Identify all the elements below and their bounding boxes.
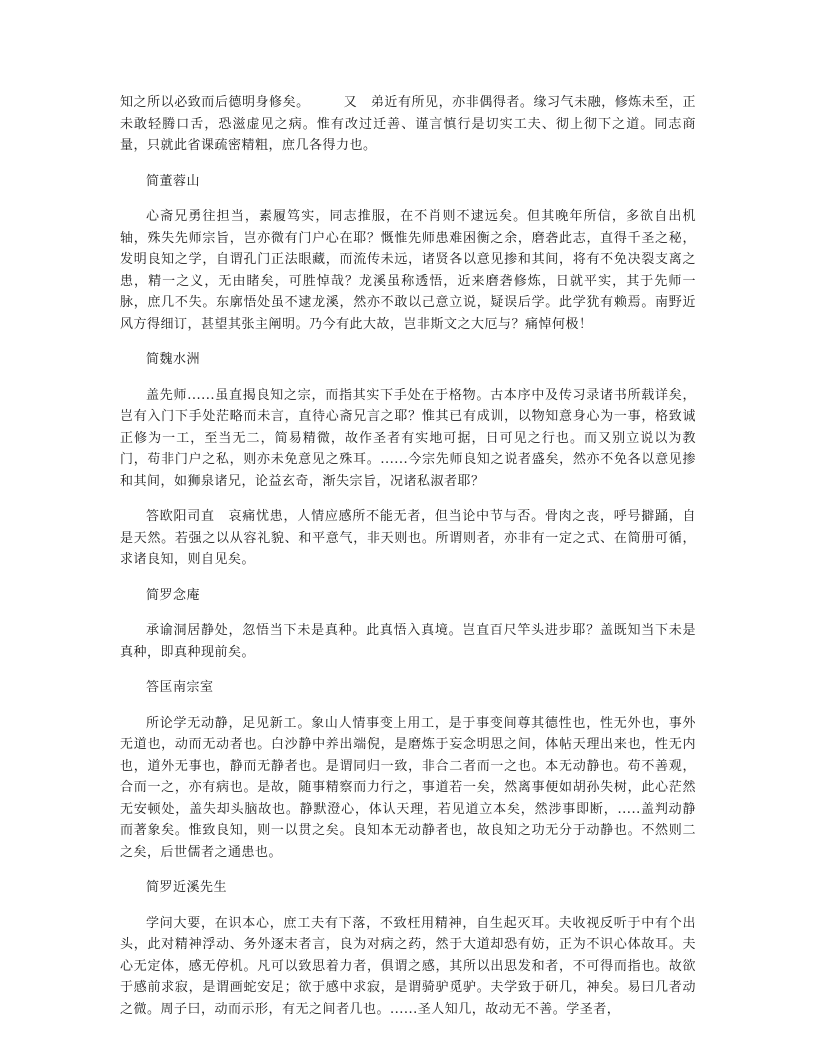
section-heading-1: 简董蓉山 [146, 173, 201, 189]
intro-paragraph [120, 92, 696, 157]
intro-part2: 又 弟近有所见，亦非偶得者。缘习气未融，修炼未至，正未敢轻腾口舌，恐滋虚见之病。惟有改过迁善、谨言慎行是切实工夫、彻上彻下之道。同志商量，只就此省课疏密精粗，庶几各得力也。 [120, 95, 696, 153]
intro-part1: 知之所以必致而后德明身修矣。 [120, 95, 310, 110]
section-2-paragraph-2: 答欧阳司直 哀痛忧患，人情应感所不能无者，但当论中节与否。骨肉之丧，呼号擗踊，自是天然。若强之以从容礼貌、和平意气，非天则也。所谓则者，亦非有一定之式、在简册可循，求诸良知，则自见矣。 [120, 509, 696, 567]
section-heading-2: 简魏水洲 [146, 352, 201, 367]
section-3-paragraph: 承谕洞居静处，忽悟当下未是真种。此真悟入真境。岂直百尺竿头进步耶？盖既知当下未是真种，即真种现前矣。 [120, 623, 696, 660]
section-2-paragraph-1: 盖先师......虽直揭良知之宗，而指其实下手处在于格物。古本序中及传习录诸书所载详矣，岂有入门下手处茫略而未言，直待心斋兄言之耶？惟其已有成训，以物知意身心为一事，格致诚正修为一工，至当无二，简易精微，故作圣者有实地可据，日可见之行也。而又别立说以为教门，苟非门户之私，则亦未免意见之殊耳。......今宗先师良知之说者盛矣，然亦不免各以意见掺和其间，如狮泉诸兄，论益玄奇，渐失宗旨，况诸私淑者耶？ [120, 387, 696, 489]
section-heading-5: 简罗近溪先生 [146, 880, 228, 895]
section-heading-3: 简罗念庵 [146, 587, 201, 603]
section-1-paragraph: 心斋兄勇往担当，素履笃实，同志推服，在不肖则不逮远矣。但其晚年所信，多欲自出机轴，殊失先师宗旨，岂亦微有门户心在耶？慨惟先师患难困衡之余，磨砻此志，直得千圣之秘，发明良知之学，自谓孔门正法眼藏，而流传未远，诸贤各以意见掺和其间，将有不免决裂支离之患，精一之义，无由睹矣，可胜悼哉？龙溪虽称透悟，近来磨砻修炼，日就平实，其于先师一脉，庶几不失。东廓悟处虽不逮龙溪，然亦不敢以己意立说，疑误后学。此学犹有赖焉。南野近风方得细订，甚望其张主阐明。乃今有此大故，岂非斯文之大厄与？痛悼何极！ [120, 209, 696, 332]
section-4-paragraph: 所论学无动静，足见新工。象山人情事变上用工，是于事变间尊其德性也，性无外也，事外无道也，动而无动者也。白沙静中养出端倪，是磨炼于妄念明思之间，体帖天理出来也，性无内也，道外无事也，静而无静者也。是谓同归一致，非合二者而一之也。本无动静也。苟不善观，合而一之，亦有病也。是故，随事精察而力行之，事道若一矣，然离事便如胡孙失树，此心茫然无安顿处，盖失却头脑故也。静默澄心，体认天理，若见道立本矣，然涉事即断，.....盖判动静而著象矣。惟致良知，则一以贯之矣。良知本无动静者也，故良知之功无分于动静也。不然则二之矣，后世儒者之通患也。 [120, 715, 696, 860]
section-5-paragraph: 学问大要，在识本心，庶工夫有下落，不致枉用精神，自生起灭耳。夫收视反听于中有个出头，此对精神浮动、务外逐末者言，良为对病之药，然于大道却恐有妨，正为不识心体故耳。夫心无定体，感无停机。凡可以致思着力者，俱谓之感，其所以出思发和者，不可得而指也。故欲于感前求寂，是谓画蛇安足；欲于感中求寂，是谓骑驴觅驴。夫学致于研几，神矣。易曰几者动之微。周子曰，动而示形，有无之间者几也。......圣人知几，故动无不善。学圣者， [120, 915, 696, 1017]
section-heading-4: 答匡南宗室 [146, 680, 214, 695]
